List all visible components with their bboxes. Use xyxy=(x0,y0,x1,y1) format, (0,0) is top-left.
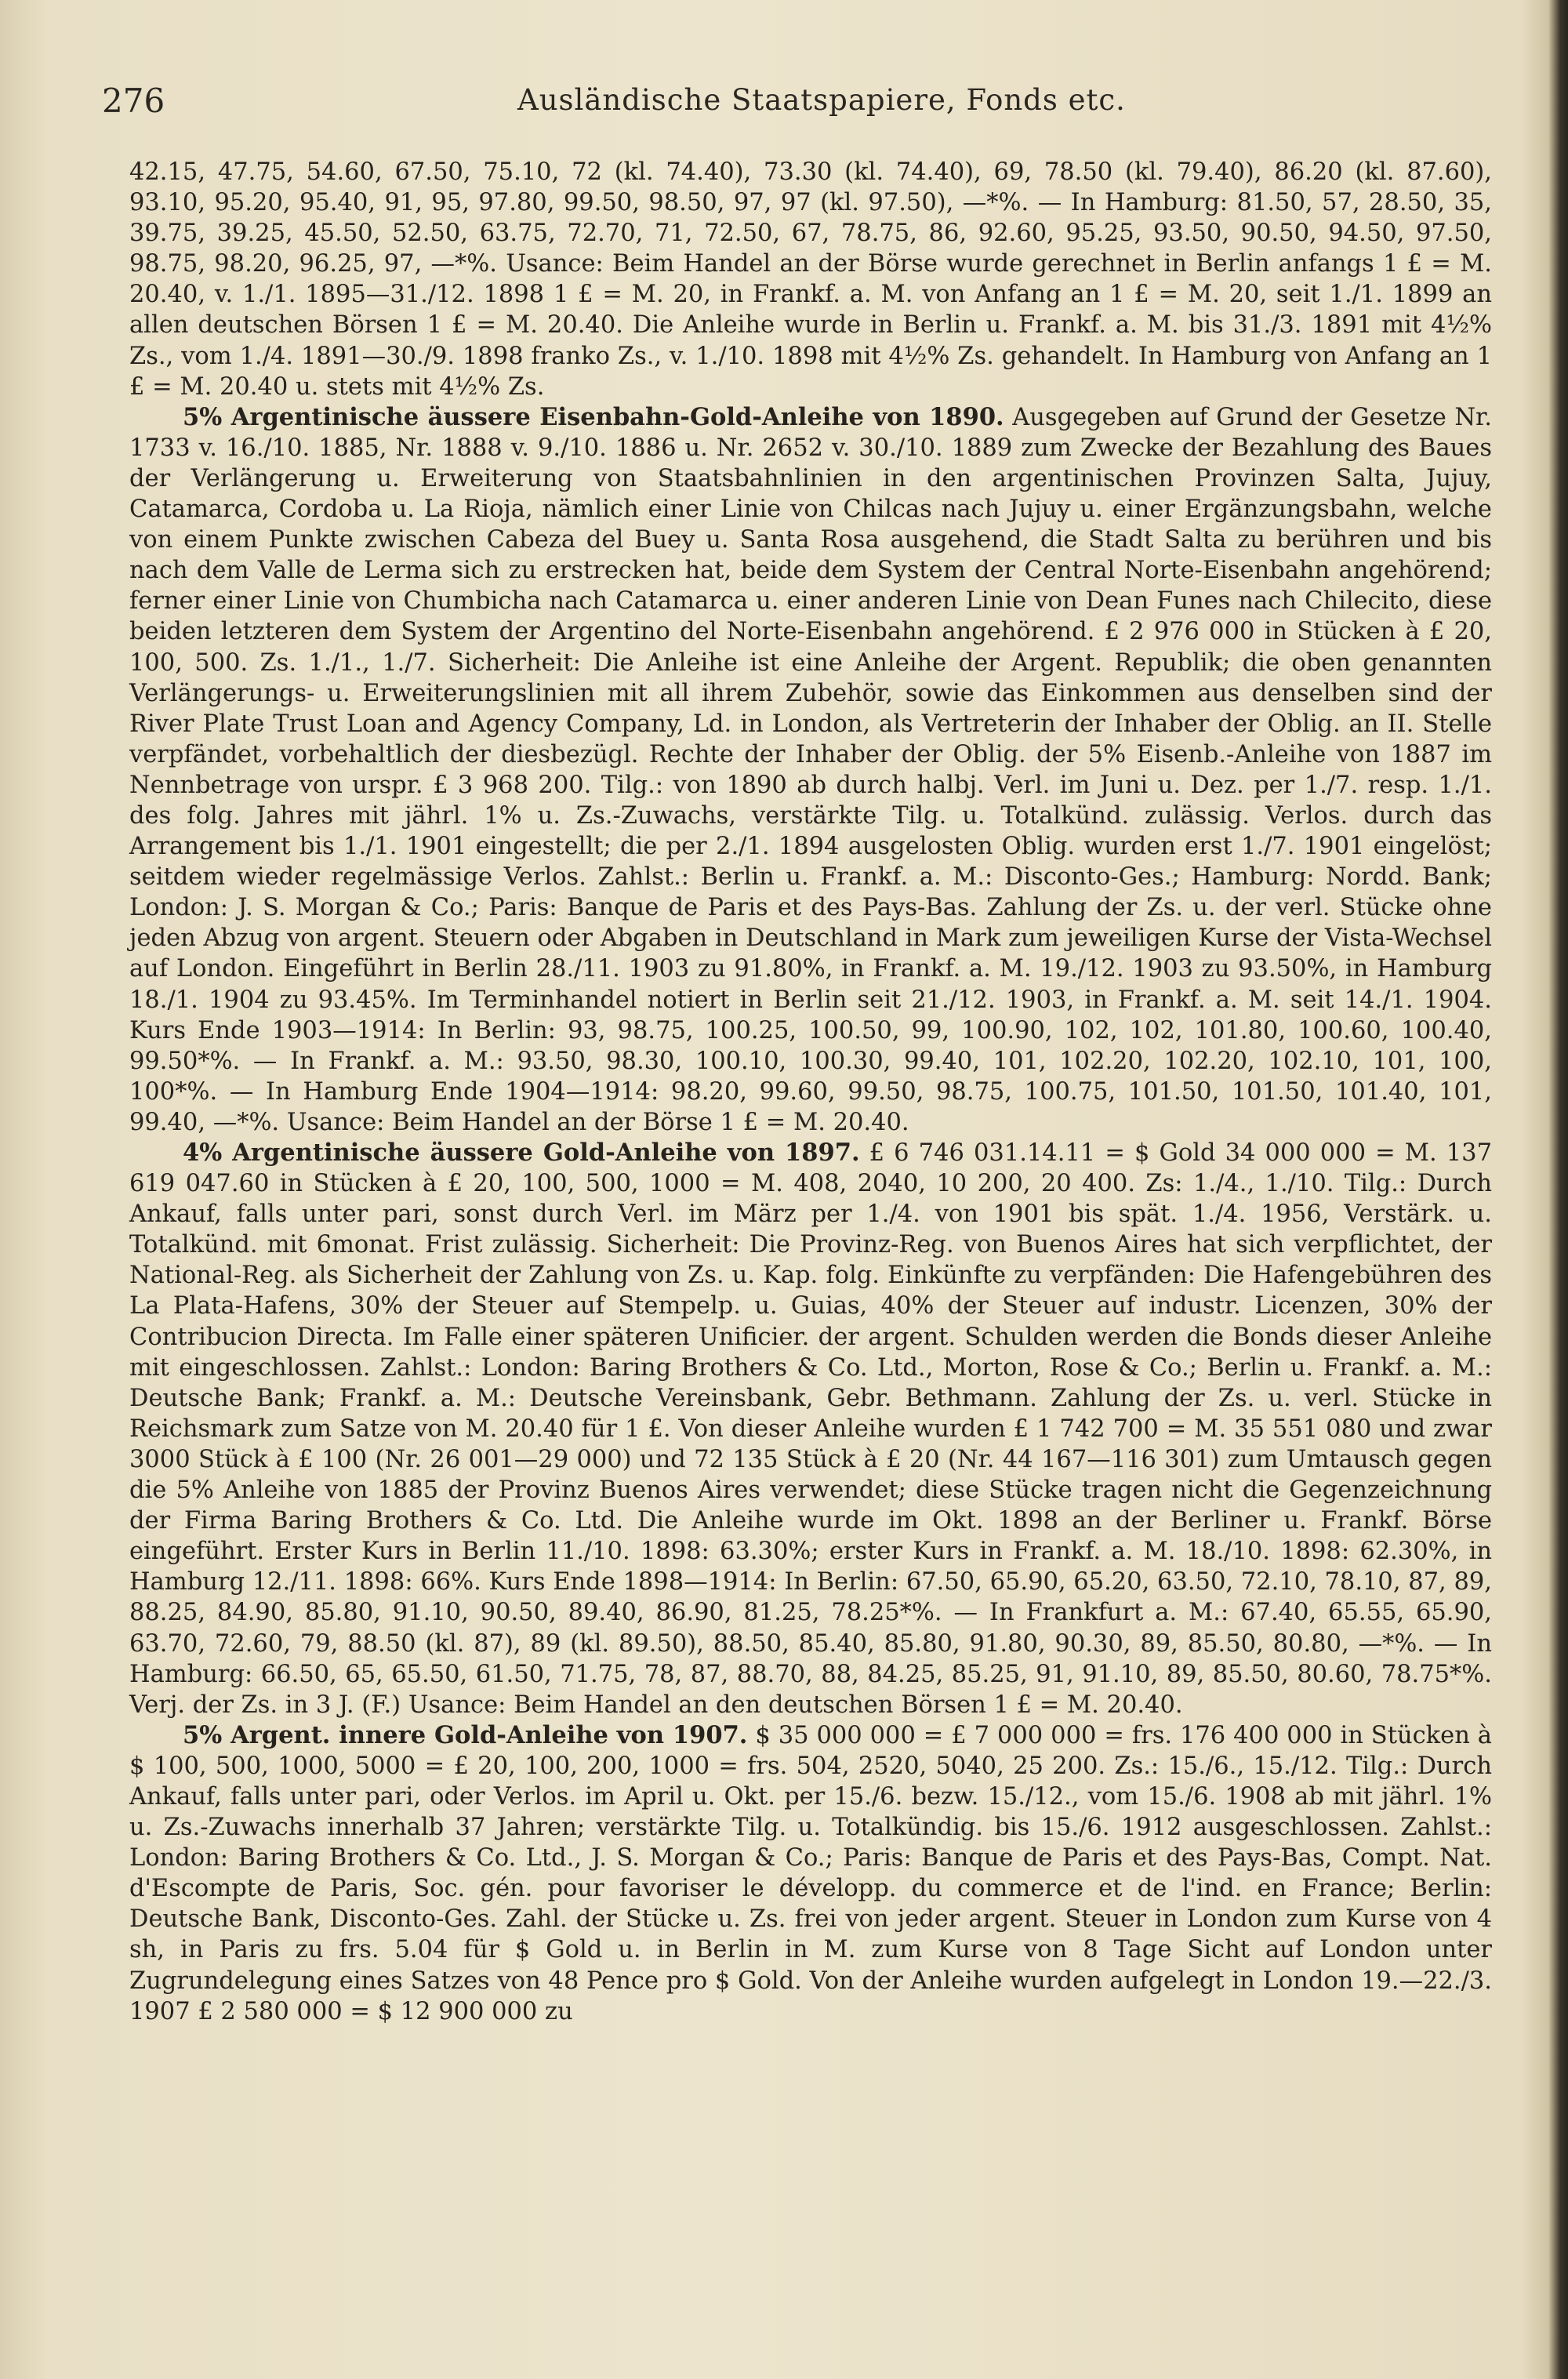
entry-heading: 4% Argentinische äussere Gold-Anleihe von 1897. xyxy=(183,1139,860,1167)
entry-text: $ 35 000 000 = £ 7 000 000 = frs. 176 400 000 in Stücken à $ 100, 500, 1000, 5000 = £ 20, 100, 200, 1000 = frs. 504, 2520, 5040, 25 200. Zs.: 15./6., 15./12. Tilg.: Durch Ankauf, falls unter pari, oder Verlos. im April u. Okt. per 15./6. bezw. 15./12., vom 15./6. 1908 ab mit jährl. 1% u. Zs.-Zuwachs innerhalb 37 Jahren; verstärkte Tilg. u. Totalkündig. bis 15./6. 1912 ausgeschlossen. Zahlst.: London: Baring Brothers & Co. Ltd., J. S. Morgan & Co.; Paris: Banque de Paris et des Pays-Bas, Compt. Nat. d'Escompte de Paris, Soc. gén. pour favoriser le développ. du commerce et de l'ind. en France; Berlin: Deutsche Bank, Disconto-Ges. Zahl. der Stücke u. Zs. frei von jeder argent. Steuer in London zum Kurse von 4 sh, in Paris zu frs. 5.04 für $ Gold u. in Berlin in M. zum Kurse von 8 Tage Sicht auf London unter Zugrundelegung eines Satzes von 48 Pence pro $ Gold. Von der Anleihe wurden aufgelegt in London 19.—22./3. 1907 £ 2 580 000 = $ 12 900 000 zu xyxy=(129,1721,1492,2025)
entry-argentine-external-gold-loan-1897 xyxy=(129,1138,1492,1720)
entry-argentine-railway-gold-loan-1890 xyxy=(129,402,1492,1138)
running-title: Ausländische Staatspapiere, Fonds etc. xyxy=(517,83,1126,117)
page-header xyxy=(102,77,1505,124)
paragraph-continuation xyxy=(129,157,1492,402)
entry-text: £ 6 746 031.14.11 = $ Gold 34 000 000 = M. 137 619 047.60 in Stücken à £ 20, 100, 500, 1000 = M. 408, 2040, 10 200, 20 400. Zs: 1./4., 1./10. Tilg.: Durch Ankauf, falls unter pari, sonst durch Verl. im März per 1./4. von 1901 bis spät. 1./4. 1956, Verstärk. u. Totalkünd. mit 6monat. Frist zulässig. Sicherheit: Die Provinz-Reg. von Buenos Aires hat sich verpflichtet, der National-Reg. als Sicherheit der Zahlung von Zs. u. Kap. folg. Einkünfte zu verpfänden: Die Hafengebühren des La Plata-Hafens, 30% der Steuer auf Stempelp. u. Guias, 40% der Steuer auf industr. Licenzen, 30% der Contribucion Directa. Im Falle einer späteren Unificier. der argent. Schulden werden die Bonds dieser Anleihe mit eingeschlossen. Zahlst.: London: Baring Brothers & Co. Ltd., Morton, Rose & Co.; Berlin u. Frankf. a. M.: Deutsche Bank; Frankf. a. M.: Deutsche Vereinsbank, Gebr. Bethmann. Zahlung der Zs. u. verl. Stücke in Reichsmark zum Satze von M. 20.40 für 1 £. Von dieser Anleihe wurden £ 1 742 700 = M. 35 551 080 und zwar 3000 Stück à £ 100 (Nr. 26 001—29 000) und 72 135 Stück à £ 20 (Nr. 44 167—116 301) zum Umtausch gegen die 5% Anleihe von 1885 der Provinz Buenos Aires verwendet; diese Stücke tragen nicht die Gegenzeichnung der Firma Baring Brothers & Co. Ltd. Die Anleihe wurde im Okt. 1898 an der Berliner u. Frankf. Börse eingeführt. Erster Kurs in Berlin 11./10. 1898: 63.30%; erster Kurs in Frankf. a. M. 18./10. 1898: 62.30%, in Hamburg 12./11. 1898: 66%. Kurs Ende 1898—1914: In Berlin: 67.50, 65.90, 65.20, 63.50, 72.10, 78.10, 87, 89, 88.25, 84.90, 85.80, 91.10, 90.50, 89.40, 86.90, 81.25, 78.25*%. — In Frankfurt a. M.: 67.40, 65.55, 65.90, 63.70, 72.60, 79, 88.50 (kl. 87), 89 (kl. 89.50), 88.50, 85.40, 85.80, 91.80, 90.30, 89, 85.50, 80.80, —*%. — In Hamburg: 66.50, 65, 65.50, 61.50, 71.75, 78, 87, 88.70, 88, 84.25, 85.25, 91, 91.10, 89, 85.50, 80.60, 78.75*%. Verj. der Zs. in 3 J. (F.) Usance: Beim Handel an den deutschen Börsen 1 £ = M. 20.40. xyxy=(129,1139,1492,1719)
page-number: 276 xyxy=(102,82,165,120)
body-text xyxy=(129,157,1492,2027)
paragraph-text: 42.15, 47.75, 54.60, 67.50, 75.10, 72 (kl. 74.40), 73.30 (kl. 74.40), 69, 78.50 (kl. 79.40), 86.20 (kl. 87.60), 93.10, 95.20, 95.40, 91, 95, 97.80, 99.50, 98.50, 97, 97 (kl. 97.50), —*%. — In Hamburg: 81.50, 57, 28.50, 35, 39.75, 39.25, 45.50, 52.50, 63.75, 72.70, 71, 72.50, 67, 78.75, 86, 92.60, 95.25, 93.50, 90.50, 94.50, 97.50, 98.75, 98.20, 96.25, 97, —*%. Usance: Beim Handel an der Börse wurde gerechnet in Berlin anfangs 1 £ = M. 20.40, v. 1./1. 1895—31./12. 1898 1 £ = M. 20, in Frankf. a. M. von Anfang an 1 £ = M. 20, seit 1./1. 1899 an allen deutschen Börsen 1 £ = M. 20.40. Die Anleihe wurde in Berlin u. Frankf. a. M. bis 31./3. 1891 mit 4½% Zs., vom 1./4. 1891—30./9. 1898 franko Zs., v. 1./10. 1898 mit 4½% Zs. gehandelt. In Hamburg von Anfang an 1 £ = M. 20.40 u. stets mit 4½% Zs. xyxy=(129,158,1492,401)
entry-text: Ausgegeben auf Grund der Gesetze Nr. 1733 v. 16./10. 1885, Nr. 1888 v. 9./10. 1886 u. Nr. 2652 v. 30./10. 1889 zum Zwecke der Bezahlung des Baues der Verlängerung u. Erweiterung von Staatsbahnlinien in den argentinischen Provinzen Salta, Jujuy, Catamarca, Cordoba u. La Rioja, nämlich einer Linie von Chilcas nach Jujuy u. einer Ergänzungsbahn, welche von einem Punkte zwischen Cabeza del Buey u. Santa Rosa ausgehend, die Stadt Salta zu berühren und bis nach dem Valle de Lerma sich zu erstrecken hat, beide dem System der Central Norte-Eisenbahn angehörend; ferner einer Linie von Chumbicha nach Catamarca u. einer anderen Linie von Dean Funes nach Chilecito, diese beiden letzteren dem System der Argentino del Norte-Eisenbahn angehörend. £ 2 976 000 in Stücken à £ 20, 100, 500. Zs. 1./1., 1./7. Sicherheit: Die Anleihe ist eine Anleihe der Argent. Republik; die oben genannten Verlängerungs- u. Erweiterungslinien mit all ihrem Zubehör, sowie das Einkommen aus denselben sind der River Plate Trust Loan and Agency Company, Ld. in London, als Vertreterin der Inhaber der Oblig. an II. Stelle verpfändet, vorbehaltlich der diesbezügl. Rechte der Inhaber der Oblig. der 5% Eisenb.-Anleihe von 1887 im Nennbetrage von urspr. £ 3 968 200. Tilg.: von 1890 ab durch halbj. Verl. im Juni u. Dez. per 1./7. resp. 1./1. des folg. Jahres mit jährl. 1% u. Zs.-Zuwachs, verstärkte Tilg. u. Totalkünd. zulässig. Verlos. durch das Arrangement bis 1./1. 1901 eingestellt; die per 2./1. 1894 ausgelosten Oblig. wurden erst 1./7. 1901 eingelöst; seitdem wieder regelmässige Verlos. Zahlst.: Berlin u. Frankf. a. M.: Disconto-Ges.; Hamburg: Nordd. Bank; London: J. S. Morgan & Co.; Paris: Banque de Paris et des Pays-Bas. Zahlung der Zs. u. der verl. Stücke ohne jeden Abzug von argent. Steuern oder Abgaben in Deutschland in Mark zum jeweiligen Kurse der Vista-Wechsel auf London. Eingeführt in Berlin 28./11. 1903 zu 91.80%, in Frankf. a. M. 19./12. 1903 zu 93.50%, in Hamburg 18./1. 1904 zu 93.45%. Im Terminhandel notiert in Berlin seit 21./12. 1903, in Frankf. a. M. seit 14./1. 1904. Kurs Ende 1903—1914: In Berlin: 93, 98.75, 100.25, 100.50, 99, 100.90, 102, 102, 101.80, 100.60, 100.40, 99.50*%. — In Frankf. a. M.: 93.50, 98.30, 100.10, 100.30, 99.40, 101, 102.20, 102.20, 102.10, 101, 100, 100*%. — In Hamburg Ende 1904—1914: 98.20, 99.60, 99.50, 98.75, 100.75, 101.50, 101.50, 101.40, 101, 99.40, —*%. Usance: Beim Handel an der Börse 1 £ = M. 20.40. xyxy=(129,403,1492,1136)
entry-argentine-internal-gold-loan-1907 xyxy=(129,1720,1492,2027)
entry-heading: 5% Argentinische äussere Eisenbahn-Gold-Anleihe von 1890. xyxy=(183,402,1004,431)
entry-heading: 5% Argent. innere Gold-Anleihe von 1907. xyxy=(183,1720,748,1749)
